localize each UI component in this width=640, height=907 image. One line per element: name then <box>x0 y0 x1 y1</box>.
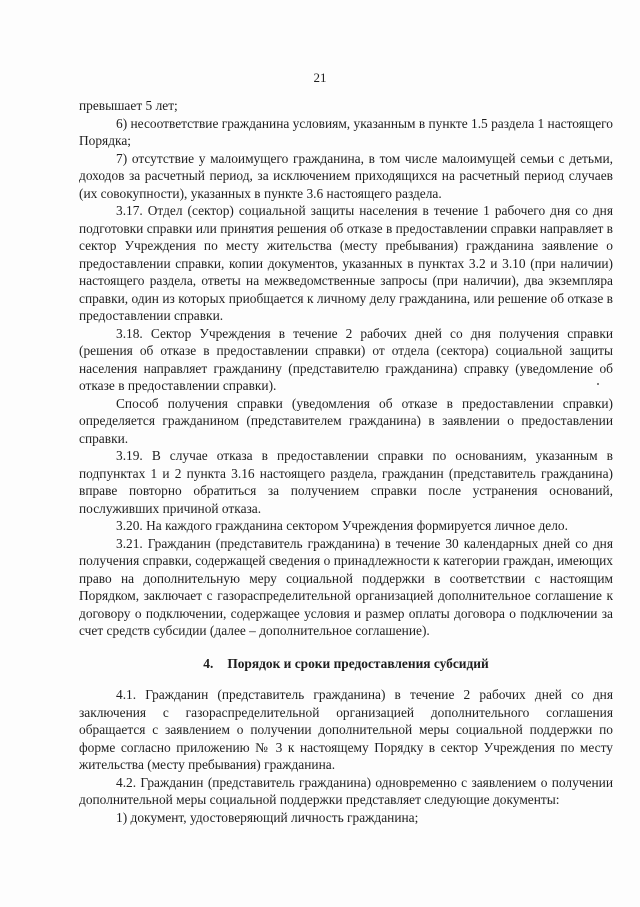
paragraph: 3.19. В случае отказа в предоставлении справки по основаниям, указанным в подпунктах 1 и 2 пункта 3.16 настоящего раздела, гражданин (представитель гражданина) вправе повторно обратиться за получением справки после устранения оснований, послуживших причиной отказа. <box>79 448 613 516</box>
section-title: Порядок и сроки предоставления субсидий <box>227 655 489 671</box>
paragraph: 3.20. На каждого гражданина сектором Учреждения формируется личное дело. <box>116 518 568 533</box>
paragraph: 6) несоответствие гражданина условиям, указанным в пункте 1.5 раздела 1 настоящего Порядка; <box>79 115 613 148</box>
paragraph: 7) отсутствие у малоимущего гражданина, в том числе малоимущей семьи с детьми, доходов за расчетный период, за исключением приходящихся на расчетный период случаев (их совокупности), указанных в пункте 3.6 настоящего раздела. <box>79 150 613 201</box>
scan-speck <box>597 383 599 385</box>
page-number: 21 <box>313 70 327 85</box>
paragraph: 3.21. Гражданин (представитель гражданина) в течение 30 календарных дней со дня получения справки, содержащей сведения о принадлежности к категории граждан, имеющих право на дополнительную меру социальной поддержки в соответствии с настоящим Порядком, заключает с газораспределительной организацией дополнительное соглашение к договору о подключении, содержащее условия и размер оплаты договора о подключении за счет средств субсидии (далее – дополнительное соглашение). <box>79 535 613 638</box>
paragraph: Способ получения справки (уведомления об отказе в предоставлении справки) определяется гражданином (представителем гражданина) в заявлении о предоставлении справки. <box>79 395 613 446</box>
paragraph: 3.17. Отдел (сектор) социальной защиты населения в течение 1 рабочего дня со дня подготовки справки или принятия решения об отказе в предоставлении справки направляет в сектор Учреждения по месту жительства (месту пребывания) гражданина заявление о предоставлении справки, копии документов, указанных в пунктах 3.2 и 3.10 (при наличии) настоящего раздела, ответы на межведомственные запросы (при наличии), два экземпляра справки, один из которых приобщается к личному делу гражданина, или решение об отказе в предоставлении справки. <box>79 203 613 323</box>
paragraph: превышает 5 лет; <box>79 98 178 113</box>
section-heading <box>79 655 613 673</box>
paragraph: 3.18. Сектор Учреждения в течение 2 рабочих дней со дня получения справки (решения об отказе в предоставлении справки) от отдела (сектора) социальной защиты населения направляет гражданину (представителю гражданина) справку (уведомление об отказе в предоставлении справки). <box>79 325 613 393</box>
paragraph: 4.2. Гражданин (представитель гражданина) одновременно с заявлением о получении дополнительной меры социальной поддержки представляет следующие документы: <box>79 774 613 807</box>
section-number: 4. <box>203 655 214 671</box>
paragraph: 4.1. Гражданин (представитель гражданина) в течение 2 рабочих дней со дня заключения с газораспределительной организацией дополнительного соглашения обращается с заявлением о получении дополнительной меры социальной поддержки по форме согласно приложению № 3 к настоящему Порядку в сектор Учреждения по месту жительства (месту пребывания) гражданина. <box>79 687 613 772</box>
paragraph: 1) документ, удостоверяющий личность гражданина; <box>116 809 419 825</box>
document-body <box>79 97 613 826</box>
